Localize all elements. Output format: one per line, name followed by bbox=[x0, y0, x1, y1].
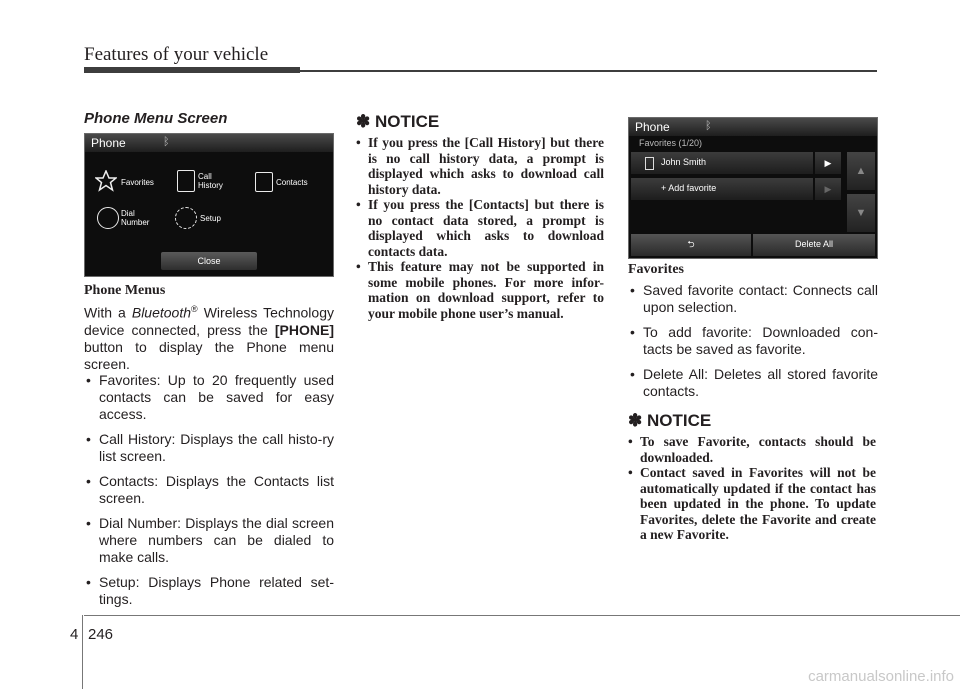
list-item: • To add favorite: Downloaded con-tacts be saved as favorite. bbox=[628, 324, 878, 358]
menu-item-favorites[interactable]: Favorites bbox=[121, 178, 154, 187]
favorites-list bbox=[628, 282, 878, 408]
screen-title: Phone bbox=[635, 120, 670, 134]
notice-heading: ✽ NOTICE bbox=[356, 112, 440, 131]
list-item: • This feature may not be supported in some mobile phones. For more infor-mation on download support, refer to your mobile phone user’s manual. bbox=[356, 259, 604, 321]
call-history-line2: History bbox=[198, 181, 223, 190]
scroll-up-button[interactable]: ▲ bbox=[847, 152, 875, 190]
notice-heading: ✽ NOTICE bbox=[628, 411, 712, 430]
notice-list bbox=[628, 434, 876, 543]
notice-list bbox=[356, 135, 604, 321]
favorites-screenshot bbox=[628, 117, 878, 259]
add-play-icon: ▶ bbox=[815, 178, 841, 200]
mobile-phone-icon bbox=[645, 157, 654, 170]
dial-number-line2: Number bbox=[121, 218, 150, 227]
screen-titlebar bbox=[629, 118, 877, 136]
intro-paragraph bbox=[84, 301, 334, 373]
menu-item-dial-number[interactable] bbox=[121, 209, 149, 227]
star-icon bbox=[95, 170, 117, 192]
list-item: • Contact saved in Favorites will not be automatically updated if the contact has been updated in the phone. To update Favorites, delete the Favorite and create a new Favorite. bbox=[628, 465, 876, 543]
phone-menu-screenshot bbox=[84, 133, 334, 277]
menu-item-contacts[interactable]: Contacts bbox=[276, 178, 308, 187]
section-title: Phone Menu Screen bbox=[84, 110, 228, 127]
screen-titlebar bbox=[85, 134, 333, 152]
scroll-down-button[interactable]: ▼ bbox=[847, 194, 875, 232]
menu-item-setup[interactable]: Setup bbox=[200, 214, 221, 223]
favorites-count: Favorites (1/20) bbox=[639, 138, 703, 148]
list-item: • If you press the [Call History] but there is no call history data, a prompt is displayed which asks to download call history data. bbox=[356, 135, 604, 197]
dial-number-line1: Dial bbox=[121, 209, 135, 218]
contact-play-icon[interactable]: ▶ bbox=[815, 152, 841, 174]
header-bar bbox=[84, 67, 300, 73]
bluetooth-icon: ᛒ bbox=[163, 136, 170, 148]
list-item: • To save Favorite, contacts should be downloaded. bbox=[628, 434, 876, 465]
delete-all-button[interactable]: Delete All bbox=[753, 234, 875, 256]
footer-rule bbox=[84, 615, 960, 616]
list-item: • Contacts: Displays the Contacts list screen. bbox=[84, 473, 334, 507]
bluetooth-icon: ᛒ bbox=[705, 120, 712, 132]
list-item: • Dial Number: Displays the dial screen where numbers can be dialed to make calls. bbox=[84, 515, 334, 566]
phone-key-label: [PHONE] bbox=[274, 321, 334, 338]
list-item: • If you press the [Contacts] but there is no contact data stored, a prompt is displayed which asks to download contacts data. bbox=[356, 197, 604, 259]
bluetooth-term: Bluetooth bbox=[131, 304, 192, 321]
close-button[interactable]: Close bbox=[161, 252, 257, 270]
gear-icon bbox=[175, 207, 197, 229]
footer-divider bbox=[82, 615, 83, 689]
page-number: 246 bbox=[88, 626, 114, 643]
intro-post: button to display the Phone menu screen. bbox=[84, 338, 334, 372]
call-history-line1: Call bbox=[198, 172, 212, 181]
add-favorite-label: + Add favorite bbox=[661, 183, 717, 193]
phone-handset-icon bbox=[97, 207, 119, 229]
intro-pre: With a bbox=[84, 304, 132, 321]
list-item: • Favorites: Up to 20 frequently used contacts can be saved for easy access. bbox=[84, 372, 334, 423]
list-item: • Setup: Displays Phone related set-tings. bbox=[84, 574, 334, 608]
list-item: • Delete All: Deletes all stored favorite contacts. bbox=[628, 366, 878, 400]
back-button[interactable]: ⮌ bbox=[631, 234, 751, 256]
phone-menus-list bbox=[84, 372, 334, 616]
screen-title: Phone bbox=[91, 136, 126, 150]
intro-mid: Wireless Technology device connected, press the bbox=[84, 304, 334, 338]
menu-item-call-history[interactable] bbox=[198, 172, 223, 190]
list-item: • Saved favorite contact: Connects call upon selection. bbox=[628, 282, 878, 316]
watermark: carmanualsonline.info bbox=[808, 668, 954, 685]
call-history-icon bbox=[177, 170, 195, 192]
favorite-contact-row[interactable] bbox=[631, 152, 813, 174]
contacts-icon bbox=[255, 172, 273, 192]
add-favorite-button[interactable] bbox=[631, 178, 813, 200]
list-item: • Call History: Displays the call histo-ry list screen. bbox=[84, 431, 334, 465]
chapter-number: 4 bbox=[70, 626, 79, 643]
header-rule bbox=[300, 70, 877, 72]
registered-mark: ® bbox=[191, 304, 198, 314]
page-header-title: Features of your vehicle bbox=[84, 44, 269, 65]
contact-name: John Smith bbox=[661, 157, 707, 167]
phone-menus-heading: Phone Menus bbox=[84, 283, 166, 298]
favorites-heading: Favorites bbox=[628, 262, 684, 277]
